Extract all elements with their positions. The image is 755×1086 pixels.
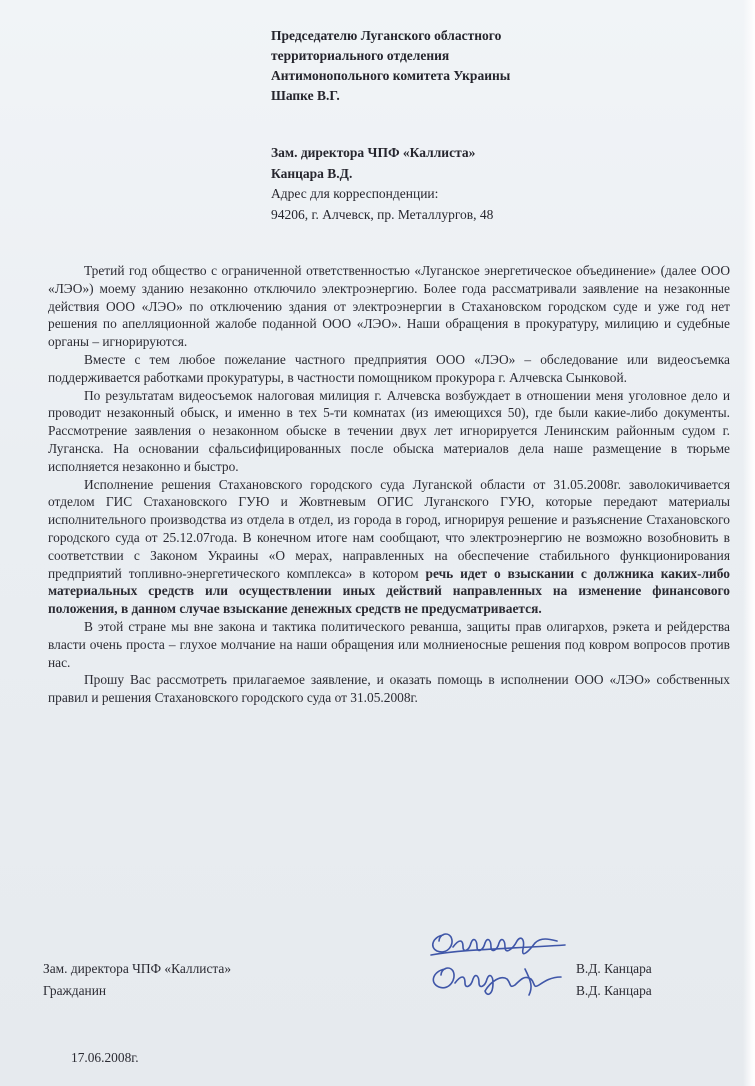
body-paragraph: В этой стране мы вне закона и тактика политического реванша, защиты прав олигархов, рэкета и рейдерства власти очень проста – глухое молчание на наши обращения или молниеносные решения под ковром вопросов против нас. xyxy=(48,618,730,670)
emphasized-text: речь идет о взыскании с должника каких-либо материальных средств или осуществлении иных действий направленных на изменение финансового положения, в данном случае взыскание денежных средств не предусматривается. xyxy=(48,565,730,617)
body-paragraph: Прошу Вас рассмотреть прилагаемое заявление, и оказать помощь в исполнении ООО «ЛЭО» собственных правил и решения Стахановского городского суда от 31.05.2008г. xyxy=(48,672,730,706)
addressee-name: Шапке В.Г. xyxy=(271,88,340,103)
sender-address: 94206, г. Алчевск, пр. Металлургов, 48 xyxy=(271,206,494,222)
sender-title: Зам. директора ЧПФ «Каллиста» xyxy=(271,145,476,160)
addressee-line: территориального отделения xyxy=(271,48,450,63)
paragraph-text: Исполнение решения Стахановского городского суда Луганской области от 31.05.2008г. заволокичивается отделом ГИС Стахановского ГУЮ и Жовтневым ОГИС Луганского ГУЮ, которые передают материалы исполнительного производства из отдела в отдел, из города в город, игнорируя решение и разъяснение Стахановского городского суда от 25.12.07года. В конечном итоге нам сообщают, что электроэнергию не возможно возобновить в соответствии с Законом Украины «О мерах, направленных на обеспечение стабильного функционирования предприятий топливно-энергетического комплекса» в котором xyxy=(48,476,730,581)
signature-role-label: Зам. директора ЧПФ «Каллиста» xyxy=(43,961,232,976)
addressee-line: Антимонопольного комитета Украины xyxy=(271,68,511,83)
signature-role-label: Гражданин xyxy=(43,983,107,998)
handwritten-signature xyxy=(425,925,575,997)
signature-name: В.Д. Канцара xyxy=(576,961,652,976)
body-paragraph: Третий год общество с ограниченной ответственностью «Луганское энергетическое объединение» (далее ООО «ЛЭО») моему зданию незаконно отключило электроэнергию. Более года рассматривали заявление на незаконные действия ООО «ЛЭО» по отключению здания от электроэнергии в Стахановском городском суде и уже год нет решения по апелляционной жалобе поданной ООО «ЛЭО». Наши обращения в прокуратуру, милицию и судебные органы – игнорируются. xyxy=(48,263,730,350)
sender-block xyxy=(271,143,493,225)
letter-body xyxy=(48,262,730,707)
sender-name: Канцара В.Д. xyxy=(271,165,353,181)
letter-date: 17.06.2008г. xyxy=(71,1050,139,1065)
addressee-block xyxy=(271,26,510,106)
signature-name: В.Д. Канцара xyxy=(576,983,652,998)
body-paragraph xyxy=(48,476,730,618)
address-label: Адрес для корреспонденции: xyxy=(271,186,439,201)
body-paragraph: По результатам видеосъемок налоговая милиция г. Алчевска возбуждает в отношении меня уголовное дело и проводит незаконный обыск, и именно в тех 5-ти комнатах (из имеющихся 50), где были какие-либо документы. Рассмотрение заявления о незаконном обыске в течении двух лет игнорируется Ленинским районным судом г. Луганска. На основании сфальсифицированных после обыска материалов дела наше размещение в тюрьме исполняется незаконно и быстро. xyxy=(48,387,730,474)
addressee-line: Председателю Луганского областного xyxy=(271,28,502,43)
scan-edge xyxy=(743,0,755,1086)
body-paragraph: Вместе с тем любое пожелание частного предприятия ООО «ЛЭО» – обследование или видеосъемка поддерживается работками прокуратуры, в частности помощником прокурора г. Алчевска Сынковой. xyxy=(48,351,730,385)
